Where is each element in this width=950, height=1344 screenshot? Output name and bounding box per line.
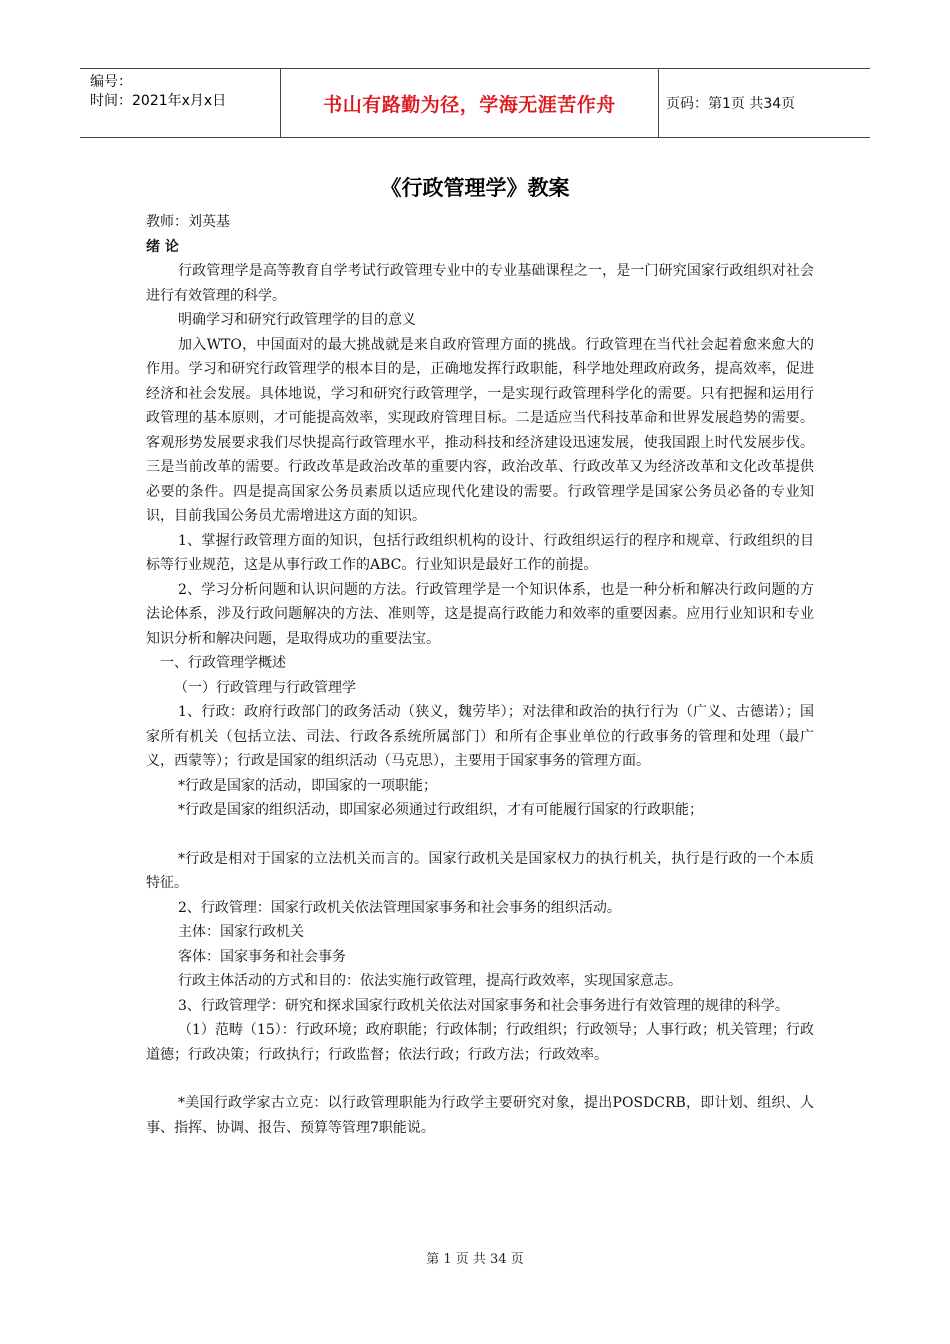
subsection-heading: （一）行政管理与行政管理学 [174, 679, 356, 696]
document-title: 《行政管理学》教案 [380, 176, 570, 200]
paragraph: （1）范畴（15）：行政环境；政府职能；行政体制；行政组织；行政领导；人事行政；机关管理；行政道德；行政决策；行政执行；行政监督；依法行政；行政方法；行政效率。 [146, 1022, 814, 1063]
paragraph: 2、行政管理：国家行政机关依法管理国家事务和社会事务的组织活动。 [178, 899, 621, 916]
document-body [146, 210, 814, 1140]
paragraph: 主体：国家行政机关 [178, 924, 304, 940]
paragraph: 行政主体活动的方式和目的：依法实施行政管理，提高行政效率，实现国家意志。 [178, 973, 682, 989]
paragraph: *行政是国家的组织活动，即国家必须通过行政组织，才有可能履行国家的行政职能； [178, 802, 703, 818]
page-header [80, 68, 870, 138]
paragraph: *美国行政学家古立克：以行政管理职能为行政学主要研究对象，提出POSDCRB，即计划、组织、人事、指挥、协调、报告、预算等管理7职能说。 [146, 1095, 814, 1136]
spacer [146, 823, 814, 847]
paragraph: 明确学习和研究行政管理学的目的意义 [178, 312, 416, 328]
spacer [146, 1067, 814, 1091]
paragraph: 1、掌握行政管理方面的知识，包括行政组织机构的设计、行政组织运行的程序和规章、行政组织的目标等行业规范，这是从事行政工作的ABC。行业知识是最好工作的前提。 [146, 532, 814, 573]
paragraph: *行政是国家的活动，即国家的一项职能； [178, 777, 437, 794]
teacher-line: 教师：刘英基 [146, 214, 230, 230]
paragraph: 1、行政：政府行政部门的政务活动（狭义，魏劳毕）；对法律和政治的执行行为（广义、古德诺）；国家所有机关（包括立法、司法、行政各系统所属部门）和所有企事业单位的行政事务的管理和处理（最广义，西蒙等）；行政是国家的组织活动（马克思），主要用于国家事务的管理方面。 [146, 704, 814, 769]
section-heading-intro: 绪 论 [146, 238, 179, 255]
header-motto: 书山有路勤为径，学海无涯苦作舟 [280, 69, 659, 137]
paragraph: 3、行政管理学：研究和探求国家行政机关依法对国家事务和社会事务进行有效管理的规律的科学。 [178, 997, 789, 1014]
header-page-info: 页码：第1页 共34页 [666, 96, 796, 112]
paragraph: 行政管理学是高等教育自学考试行政管理专业中的专业基础课程之一，是一门研究国家行政组织对社会进行有效管理的科学。 [146, 263, 814, 304]
paragraph: 加入WTO，中国面对的最大挑战就是来自政府管理方面的挑战。行政管理在当代社会起着愈来愈大的作用。学习和研究行政管理学的根本目的是，正确地发挥行政职能，科学地处理政府政务，提高效率，促进经济和社会发展。具体地说，学习和研究行政管理学，一是实现行政管理科学化的需要。只有把握和运用行政管理的基本原则，才可能提高效率，实现政府管理目标。二是适应当代科技革命和世界发展趋势的需要。客观形势发展要求我们尽快提高行政管理水平，推动科技和经济建设迅速发展，使我国跟上时代发展步伐。三是当前改革的需要。行政改革是政治改革的重要内容，政治改革、行政改革又为经济改革和文化改革提供必要的条件。四是提高国家公务员素质以适应现代化建设的需要。行政管理学是国家公务员必备的专业知识，目前我国公务员尤需增进这方面的知识。 [146, 336, 814, 524]
section-heading: 一、行政管理学概述 [160, 655, 286, 671]
paragraph: 2、学习分析问题和认识问题的方法。行政管理学是一个知识体系，也是一种分析和解决行政问题的方法论体系，涉及行政问题解决的方法、准则等，这是提高行政能力和效率的重要因素。应用行业知识和专业知识分析和解决问题，是取得成功的重要法宝。 [146, 581, 814, 647]
paragraph: *行政是相对于国家的立法机关而言的。国家行政机关是国家权力的执行机关，执行是行政的一个本质特征。 [146, 850, 814, 891]
header-number: 编号： [90, 74, 132, 90]
paragraph: 客体：国家事务和社会事务 [178, 948, 346, 965]
header-date: 时间：2021年x月x日 [90, 93, 227, 109]
page-footer: 第 1 页 共 34 页 [426, 1252, 524, 1267]
header-meta [90, 73, 226, 111]
